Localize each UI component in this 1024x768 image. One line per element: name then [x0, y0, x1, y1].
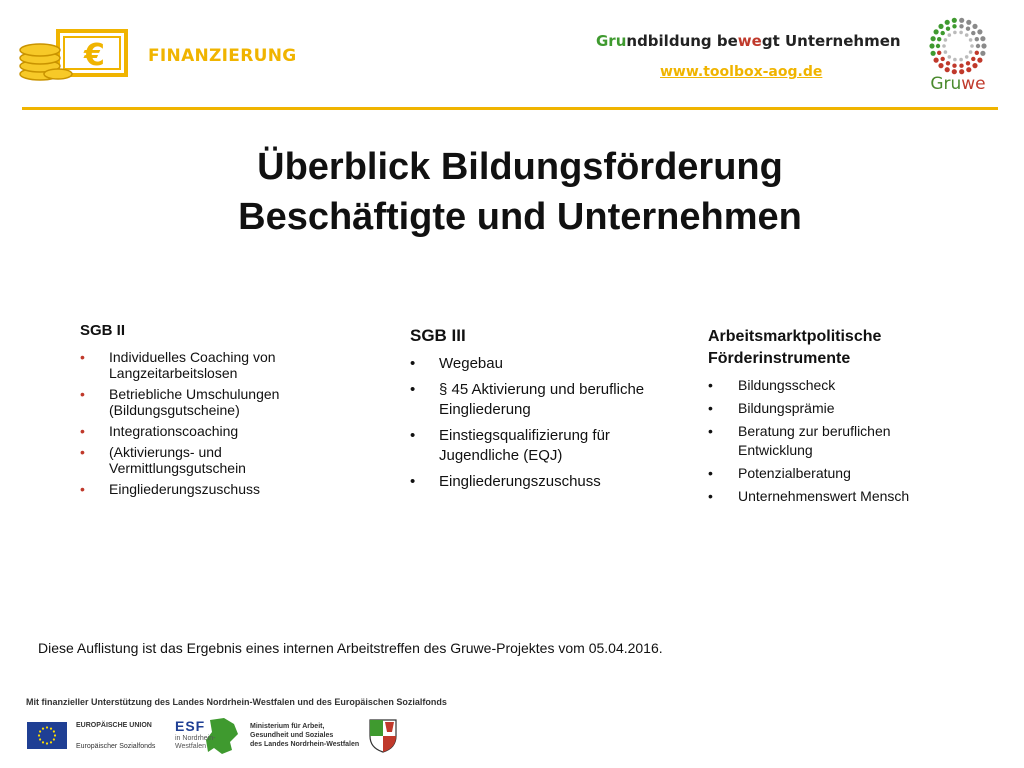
logo-dot	[948, 55, 952, 59]
logo-dot	[975, 51, 979, 55]
logo-dot	[952, 64, 956, 68]
logo-dot	[965, 33, 969, 37]
eu-star	[46, 726, 48, 728]
logo-dot	[946, 61, 950, 65]
logo-dot	[959, 24, 963, 28]
logo-dot	[959, 31, 963, 35]
logo-dot	[953, 31, 957, 35]
logo-dot	[934, 58, 939, 63]
ministry-label: Ministerium für Arbeit, Gesundheit und Soziales des Landes Nordrhein-Westfalen	[250, 723, 360, 748]
eu-star	[53, 730, 55, 732]
list-item: • Eingliederungszuschuss	[80, 481, 260, 497]
eu-star	[42, 741, 44, 743]
eu-label: EUROPÄISCHE UNION	[76, 722, 152, 729]
bullet-list	[410, 354, 670, 492]
logo-dot	[977, 58, 982, 63]
logo-dot	[937, 51, 941, 55]
esf-region: in Nordrhein- Westfalen	[175, 735, 216, 750]
logo-dot	[980, 36, 985, 41]
logo-dot	[981, 43, 986, 48]
page-title-line-1: Überblick Bildungsförderung	[257, 146, 783, 188]
logo-dot	[977, 29, 982, 34]
list-item: • Unternehmenswert Mensch	[708, 488, 910, 504]
logo-dot	[966, 20, 971, 25]
list-item: • Eingliederungszuschuss	[410, 473, 601, 490]
logo-dot	[965, 55, 969, 59]
logo-dot	[941, 31, 945, 35]
logo-dot	[948, 33, 952, 37]
logo-dot	[942, 44, 946, 48]
column-heading: Arbeitsmarktpolitische Förderinstrumente	[708, 328, 882, 367]
logo-dot	[966, 67, 971, 72]
logo-dot	[969, 38, 973, 42]
logo-dot	[959, 18, 964, 23]
logo-dot	[937, 37, 941, 41]
logo-dot	[946, 27, 950, 31]
logo-dot	[931, 51, 936, 56]
logo-dot	[941, 57, 945, 61]
project-title: Grundbildung bewegt Unternehmen	[596, 32, 901, 50]
column-sgb-3	[410, 326, 670, 498]
column-sgb-2	[80, 322, 340, 502]
logo-dot	[929, 43, 934, 48]
logo-dot	[980, 51, 985, 56]
list-item: • Individuelles Coaching von Langzeitarbeitslosen	[80, 349, 276, 381]
list-item: • Bildungsprämie	[708, 400, 835, 416]
logo-dot	[970, 44, 974, 48]
bullet-list	[80, 349, 340, 497]
column-heading: SGB III	[410, 326, 466, 345]
eu-star	[39, 730, 41, 732]
logo-dot	[944, 50, 948, 54]
list-item: • Einstiegsqualifizierung für Jugendliche (EQJ)	[410, 427, 610, 464]
list-item: • Betriebliche Umschulungen (Bildungsgutscheine)	[80, 386, 280, 418]
list-item: • § 45 Aktivierung und berufliche Eingliederung	[410, 381, 645, 418]
logo-dot	[936, 44, 940, 48]
section-label: FINANZIERUNG	[148, 46, 297, 66]
logo-dot	[945, 67, 950, 72]
logo-dot	[972, 24, 977, 29]
logo-dot	[971, 31, 975, 35]
logo-dot	[966, 61, 970, 65]
list-item: • Beratung zur beruflichen Entwicklung	[708, 423, 891, 458]
header-divider	[22, 107, 998, 110]
money-coins-icon	[18, 28, 130, 82]
eu-star	[38, 734, 40, 736]
project-url-link[interactable]: www.toolbox-aog.de	[660, 64, 823, 80]
page-title-line-2: Beschäftigte und Unternehmen	[238, 196, 802, 238]
eu-star	[50, 728, 52, 730]
logo-dot	[972, 63, 977, 68]
logo-dot	[944, 38, 948, 42]
eu-flag-icon	[27, 722, 67, 749]
eu-star	[53, 738, 55, 740]
nrw-crest-icon	[368, 718, 398, 754]
logo-dot	[971, 57, 975, 61]
logo-dot	[969, 50, 973, 54]
column-heading: SGB II	[80, 322, 126, 339]
eu-star	[54, 734, 56, 736]
svg-text:€: €	[84, 38, 105, 73]
eu-star	[46, 742, 48, 744]
logo-dot	[938, 63, 943, 68]
list-item: • (Aktivierungs- und Vermittlungsgutschein	[80, 444, 246, 476]
eu-fund-label: Europäischer Sozialfonds	[76, 743, 156, 750]
page-title	[0, 142, 1024, 242]
eu-star	[39, 738, 41, 740]
logo-dot	[938, 24, 943, 29]
logo-dot	[966, 27, 970, 31]
list-item: • Integrationscoaching	[80, 423, 239, 439]
logo-dot	[959, 64, 963, 68]
eu-star	[50, 741, 52, 743]
logo-dot	[952, 18, 957, 23]
logo-dot	[931, 36, 936, 41]
logo-dot	[975, 37, 979, 41]
logo-dot	[945, 20, 950, 25]
column-arbeitsmarkt	[708, 326, 948, 510]
gruwe-logo-word: Gruwe	[930, 74, 986, 94]
logo-dot	[952, 24, 956, 28]
list-item: • Potenzialberatung	[708, 465, 851, 481]
logo-dot	[976, 44, 980, 48]
logo-dot	[959, 58, 963, 62]
funding-statement: Mit finanzieller Unterstützung des Landes Nordrhein-Westfalen und des Europäischen Sozialfonds	[26, 697, 447, 707]
list-item: • Bildungsscheck	[708, 377, 836, 393]
bullet-list	[708, 376, 948, 506]
eu-star	[42, 728, 44, 730]
list-item: • Wegebau	[410, 355, 503, 372]
logo-dot	[953, 58, 957, 62]
esf-logo: ESF	[175, 718, 206, 734]
footnote: Diese Auflistung ist das Ergebnis eines internen Arbeitstreffen des Gruwe-Projektes vom 05.04.2016.	[38, 640, 663, 656]
logo-dot	[934, 29, 939, 34]
